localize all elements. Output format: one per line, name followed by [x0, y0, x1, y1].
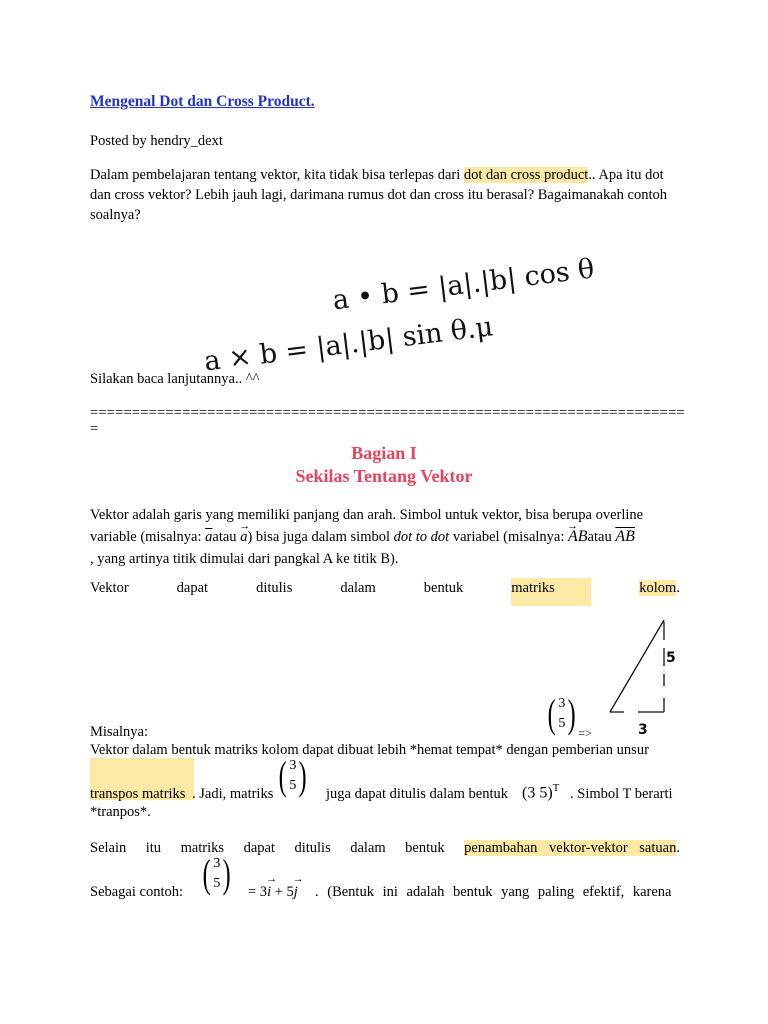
word: itu [145, 840, 162, 856]
example-rest [315, 884, 680, 901]
misalnya-label: Misalnya: [90, 724, 148, 740]
plus-text: + 5 [271, 884, 294, 900]
transpose-matrix [276, 753, 310, 798]
para1-text: ) bisa juga dalam simbol [247, 529, 394, 545]
word: Selain [90, 840, 127, 856]
row-vector-text: (3 5) [522, 784, 553, 802]
para1-atau: atau [587, 529, 616, 545]
para3-text: . Jadi, matriks [192, 786, 274, 802]
para1-line2 [90, 526, 680, 548]
matrix-bottom: 5 [289, 778, 297, 793]
paren-right: ) [222, 851, 231, 896]
formula-cross: a × b = |a|.|b| sin θ.μ [202, 311, 495, 378]
para1-line1: Vektor adalah garis yang memiliki panjang dan arah. Simbol untuk vektor, bisa berupa overline [90, 507, 644, 523]
word: dalam [340, 580, 376, 596]
matrix-top: 3 [289, 758, 297, 773]
intro-paragraph [90, 165, 680, 225]
intro-text-after: .. Apa itu dot dan cross vektor? Lebih jauh lagi, darimana rumus dot dan cross itu berasal? Bagaimanakah contoh soalnya? [90, 167, 667, 223]
period: . [676, 840, 680, 856]
matrix-bottom: 5 [213, 876, 221, 891]
diagram-arrow: => [578, 726, 592, 740]
para3-text: . Simbol T berarti [570, 786, 673, 802]
paren-left: ( [278, 753, 287, 798]
example-matrix [200, 851, 234, 896]
symbol-ab-arrow: → AB [568, 526, 588, 548]
word: dapat [243, 840, 275, 856]
dot-to-dot-term: dot to dot [393, 529, 450, 545]
paren-right: ) [567, 691, 576, 736]
word: matriks [180, 840, 225, 856]
word: bentuk [405, 840, 445, 856]
para3-line2 [90, 753, 680, 802]
matrix-bottom: 5 [558, 716, 566, 731]
vector-triangle-diagram [600, 612, 690, 738]
paren-left: ( [202, 851, 211, 896]
read-more: Silakan baca lanjutannya.. ^^ [90, 371, 260, 387]
paragraph-matrix-column [90, 578, 680, 606]
post-title[interactable]: Mengenal Dot dan Cross Product. [90, 93, 315, 110]
row-vector [522, 782, 559, 802]
example-lead: Sebagai contoh: [90, 884, 184, 900]
formula-image [195, 250, 595, 380]
highlight-unit-vectors: penambahan vektor-vektor satuan [464, 840, 677, 856]
matrix-top: 3 [213, 856, 221, 871]
formula-dot: a • b = |a|.|b| cos θ [330, 253, 597, 317]
word: dapat [176, 580, 209, 596]
horizontal-component-label: 3 [638, 722, 648, 738]
highlight-matriks: matriks [511, 578, 591, 606]
highlight-transpos: transpos matriks [90, 786, 186, 802]
symbol-a-arrow: → a [240, 526, 247, 548]
para1-line3: , yang artinya titik dimulai dari pangkal A ke titik B). [90, 551, 399, 567]
transpose-sup: T [552, 782, 560, 794]
rest-text: . (Bentuk ini adalah bentuk yang paling efektif, karena [315, 884, 672, 900]
symbol-ab-overline: $\overline{AB}$ [615, 528, 635, 545]
unit-vector-i: → i [267, 884, 271, 901]
eq-text: = 3 [248, 884, 268, 900]
unit-vector-j: → j [294, 884, 298, 901]
paren-left: ( [547, 691, 556, 736]
vertical-component-label: 5 [666, 650, 676, 666]
para1-text: variabel (misalnya: [449, 529, 568, 545]
highlight-kolom: kolom [639, 580, 677, 596]
word: dalam [350, 840, 386, 856]
period: . [676, 580, 680, 596]
section-part: Bagian I [351, 443, 417, 463]
paren-right: ) [298, 753, 307, 798]
word: ditulis [256, 580, 293, 596]
separator-line: ======================================================================== [90, 405, 685, 437]
word: Vektor [90, 580, 129, 596]
intro-highlight: dot dan cross product [463, 167, 589, 183]
symbol-a-overline: $\overline{a}$ [205, 529, 213, 545]
matrix-top: 3 [558, 696, 566, 711]
section-title: Sekilas Tentang Vektor [295, 466, 473, 486]
word: ditulis [294, 840, 331, 856]
word: bentuk [423, 580, 464, 596]
paragraph-vector-definition [90, 504, 680, 570]
para3-text: juga dapat ditulis dalam bentuk [326, 786, 509, 802]
para1-atau: atau [212, 529, 241, 545]
para3-line3: *tranpos*. [90, 804, 151, 820]
example-equation [248, 884, 298, 901]
para3-line1: Vektor dalam bentuk matriks kolom dapat dibuat lebih *hemat tempat* dengan pemberian unsur [90, 742, 649, 758]
paragraph-example [90, 850, 680, 900]
posted-by: Posted by hendry_dext [90, 133, 223, 149]
intro-text-before: Dalam pembelajaran tentang vektor, kita tidak bisa terlepas dari [90, 167, 464, 183]
paragraph-transpose [90, 740, 680, 760]
para1-text: variable (misalnya: [90, 529, 206, 545]
